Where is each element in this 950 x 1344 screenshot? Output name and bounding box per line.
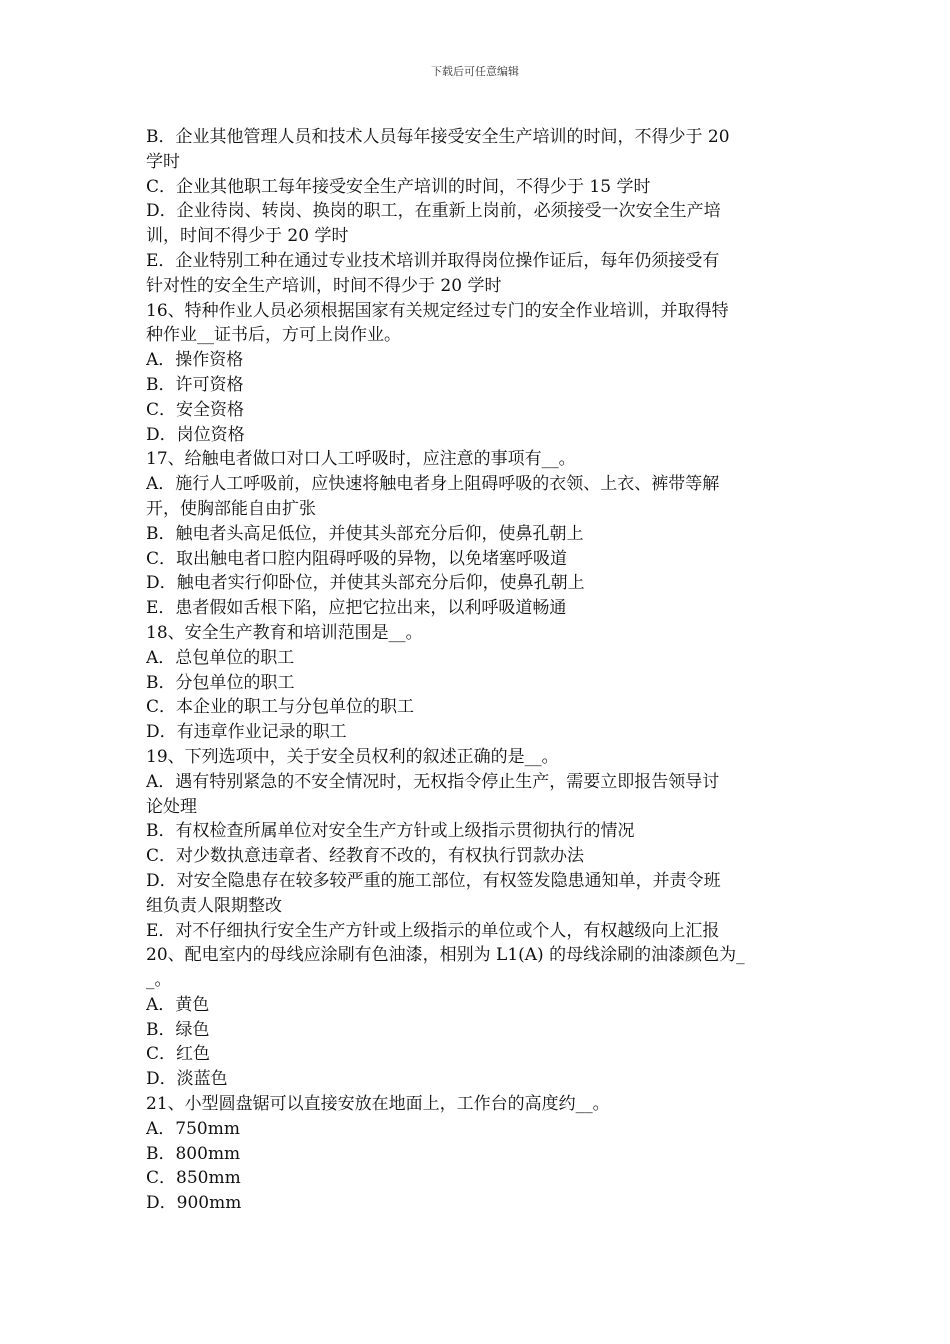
text-line: 论处理 (146, 796, 197, 817)
text-line: 17、给触电者做口对口人工呼吸时，应注意的事项有__。 (146, 449, 576, 470)
text-line: C．红色 (146, 1044, 211, 1065)
text-line: B．分包单位的职工 (146, 672, 295, 693)
text-line: D．企业待岗、转岗、换岗的职工，在重新上岗前，必须接受一次安全生产培 (146, 201, 721, 222)
text-line: 20、配电室内的母线应涂刷有色油漆，相别为 L1(A) 的母线涂刷的油漆颜色为_ (146, 945, 745, 966)
text-line: D．900mm (146, 1193, 242, 1214)
text-line: B．800mm (146, 1143, 241, 1164)
text-line: E．患者假如舌根下陷，应把它拉出来，以利呼吸道畅通 (146, 598, 567, 619)
text-line: B．有权检查所属单位对安全生产方针或上级指示贯彻执行的情况 (146, 821, 635, 842)
text-line: A．750mm (146, 1118, 240, 1139)
text-line: 21、小型圆盘锯可以直接安放在地面上，工作台的高度约__。 (146, 1094, 610, 1115)
text-line: _。 (146, 970, 172, 991)
text-line: D．触电者实行仰卧位，并使其头部充分后仰，使鼻孔朝上 (146, 573, 585, 594)
text-line: B．绿色 (146, 1019, 210, 1040)
text-line: A．总包单位的职工 (146, 647, 295, 668)
text-line: 开，使胸部能自由扩张 (146, 498, 316, 519)
page-header: 下载后可任意编辑 (431, 65, 519, 78)
text-line: C．本企业的职工与分包单位的职工 (146, 697, 415, 718)
text-line: B．许可资格 (146, 374, 244, 395)
text-line: 18、安全生产教育和培训范围是__。 (146, 622, 423, 643)
text-line: C．安全资格 (146, 399, 245, 420)
text-line: C．对少数执意违章者、经教育不改的，有权执行罚款办法 (146, 846, 585, 867)
text-line: D．有违章作业记录的职工 (146, 722, 347, 743)
text-line: E．企业特别工种在通过专业技术培训并取得岗位操作证后，每年仍须接受有 (146, 250, 720, 271)
text-line: C．企业其他职工每年接受安全生产培训的时间，不得少于 15 学时 (146, 176, 651, 197)
text-line: 学时 (146, 151, 180, 172)
text-line: 16、特种作业人员必须根据国家有关规定经过专门的安全作业培训，并取得特 (146, 300, 729, 321)
text-line: B．触电者头高足低位，并使其头部充分后仰，使鼻孔朝上 (146, 523, 584, 544)
text-line: C．850mm (146, 1168, 241, 1189)
text-line: 针对性的安全生产培训，时间不得少于 20 学时 (146, 275, 502, 296)
text-line: 组负责人限期整改 (146, 895, 282, 916)
text-line: B．企业其他管理人员和技术人员每年接受安全生产培训的时间，不得少于 20 (146, 127, 730, 147)
text-line: E．对不仔细执行安全生产方针或上级指示的单位或个人，有权越级向上汇报 (146, 920, 720, 941)
document-body (146, 125, 814, 1216)
text-line: A．施行人工呼吸前，应快速将触电者身上阻碍呼吸的衣领、上衣、裤带等解 (146, 474, 720, 495)
text-line: 种作业__证书后，方可上岗作业。 (146, 325, 401, 346)
text-line: 19、下列选项中，关于安全员权利的叙述正确的是__。 (146, 746, 559, 767)
text-line: A．操作资格 (146, 350, 244, 371)
text-line: 训，时间不得少于 20 学时 (146, 226, 349, 247)
text-line: D．对安全隐患存在较多较严重的施工部位，有权签发隐患通知单，并责令班 (146, 870, 721, 891)
text-line: D．岗位资格 (146, 424, 245, 445)
text-line: C．取出触电者口腔内阻碍呼吸的异物，以免堵塞呼吸道 (146, 548, 568, 569)
text-line: A．黄色 (146, 994, 210, 1015)
text-line: A．遇有特别紧急的不安全情况时，无权指令停止生产，需要立即报告领导讨 (146, 771, 720, 792)
text-line: D．淡蓝色 (146, 1069, 228, 1090)
